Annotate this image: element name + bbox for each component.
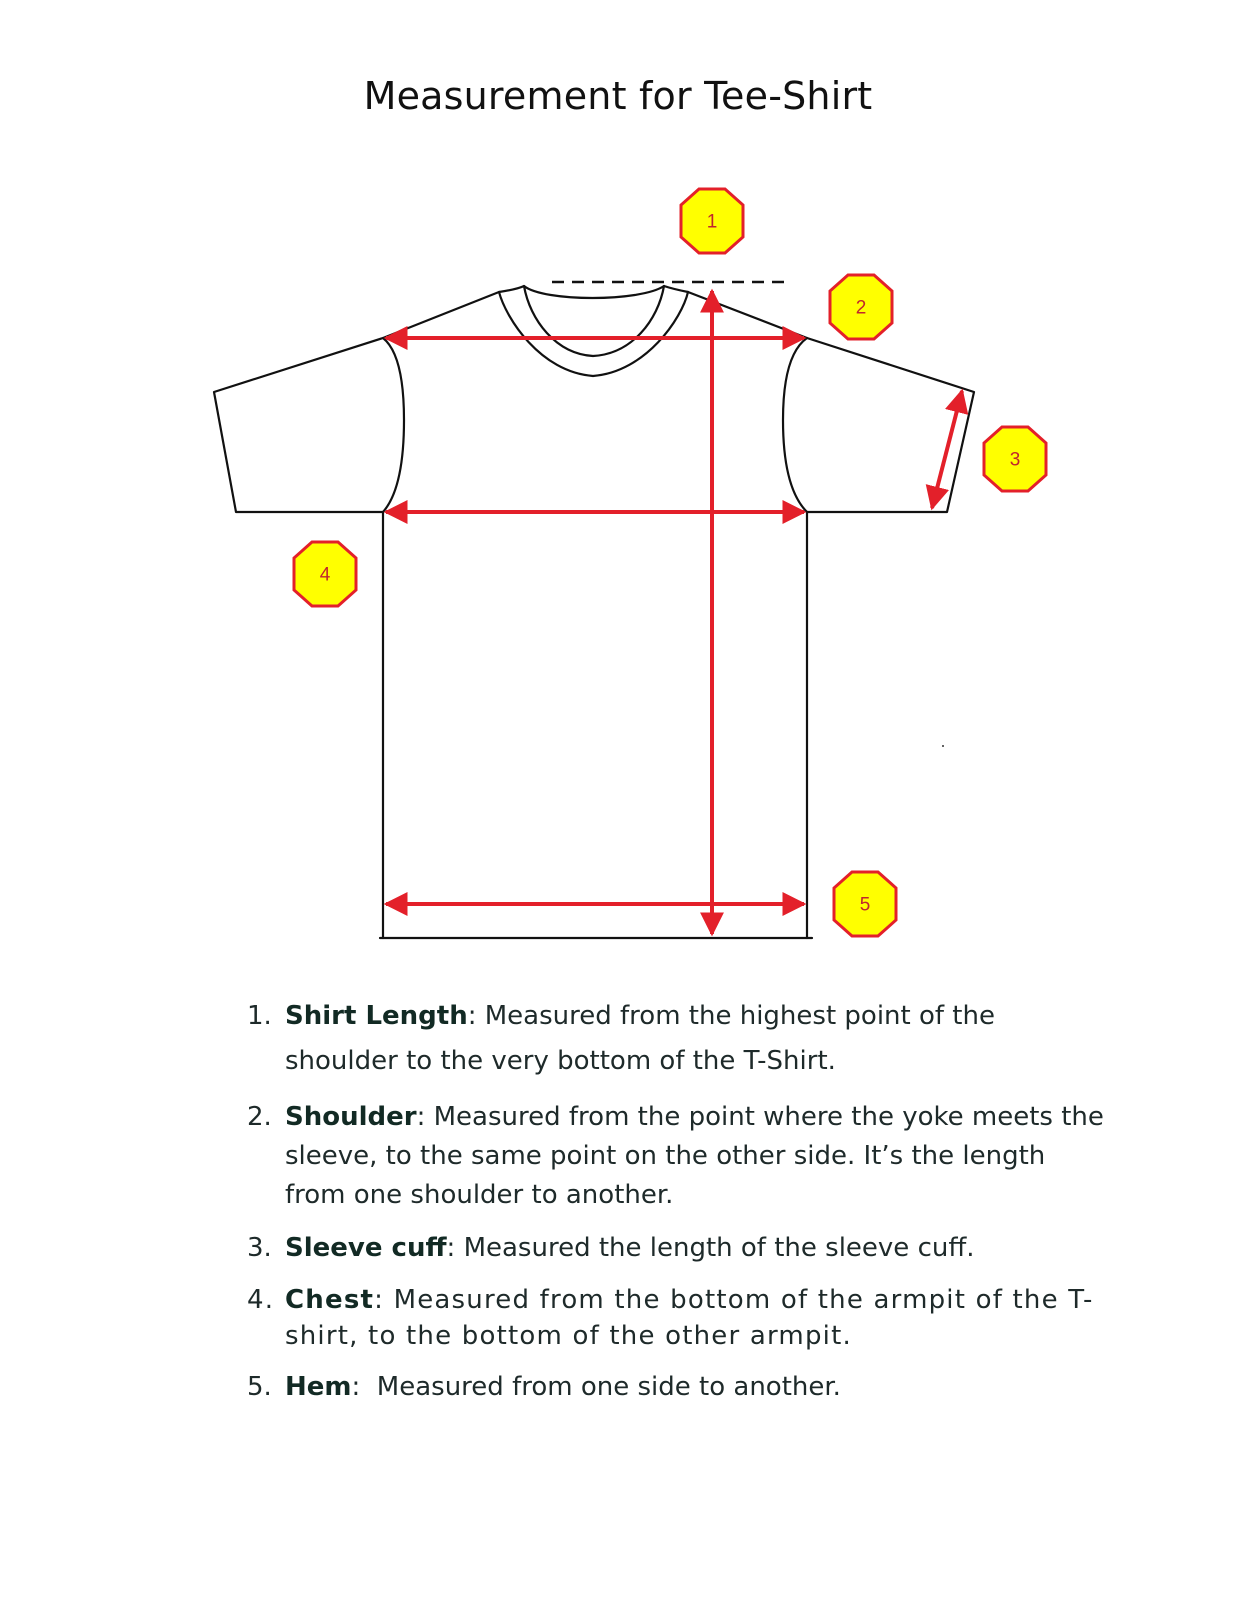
left-sleeve — [214, 292, 499, 512]
marker-1 — [681, 189, 743, 253]
stray-dot — [942, 745, 944, 747]
legend-description: Measured from the highest point of the shoulder to the very bottom of the T-Shirt. — [285, 1001, 995, 1076]
marker-4-label: 4 — [319, 564, 331, 586]
legend-separator: : — [374, 1285, 394, 1315]
legend-item-sleeve-cuff — [247, 1229, 1107, 1268]
measurement-arrows — [386, 291, 962, 934]
legend-number: 5. — [247, 1372, 272, 1402]
legend-separator: : — [467, 1001, 485, 1031]
marker-5 — [834, 872, 896, 936]
legend-item-chest — [247, 1282, 1107, 1354]
legend-term: Sleeve cuff — [285, 1233, 447, 1263]
measurement-legend — [247, 994, 1107, 1407]
legend-term: Shirt Length — [285, 1001, 468, 1031]
legend-number: 3. — [247, 1233, 272, 1263]
marker-2-label: 2 — [855, 297, 867, 319]
marker-3-label: 3 — [1009, 449, 1021, 471]
right-armhole-seam — [783, 338, 807, 512]
tshirt-outline — [214, 286, 974, 938]
legend-item-hem — [247, 1368, 1107, 1407]
legend-number: 1. — [247, 1001, 272, 1031]
legend-separator: : — [351, 1372, 377, 1402]
marker-2 — [830, 275, 892, 339]
sleeve-cuff-arrow — [932, 391, 962, 508]
marker-5-label: 5 — [859, 894, 871, 916]
legend-description: Measured the length of the sleeve cuff. — [463, 1233, 975, 1263]
legend-number: 4. — [247, 1285, 275, 1315]
legend-number: 2. — [247, 1102, 272, 1132]
legend-description: Measured from the bottom of the armpit of the T-shirt, to the bottom of the other armpit. — [285, 1285, 1094, 1351]
legend-separator: : — [446, 1233, 464, 1263]
legend-separator: : — [416, 1102, 434, 1132]
legend-description: Measured from one side to another. — [376, 1372, 841, 1402]
marker-4 — [294, 542, 356, 606]
marker-1-label: 1 — [706, 211, 718, 233]
legend-term: Chest — [285, 1285, 375, 1315]
legend-term: Shoulder — [285, 1102, 417, 1132]
marker-3 — [984, 427, 1046, 491]
left-armhole-seam — [383, 338, 404, 512]
legend-term: Hem — [285, 1372, 352, 1402]
page-title: Measurement for Tee-Shirt — [363, 74, 873, 118]
legend-item-shoulder — [247, 1098, 1107, 1215]
legend-item-shirt-length — [247, 994, 1107, 1084]
legend-description: Measured from the point where the yoke meets the sleeve, to the same point on the other side. It’s the length from one shoulder to another. — [285, 1102, 1104, 1210]
collar-inner — [499, 286, 688, 356]
back-neckline — [524, 286, 664, 298]
